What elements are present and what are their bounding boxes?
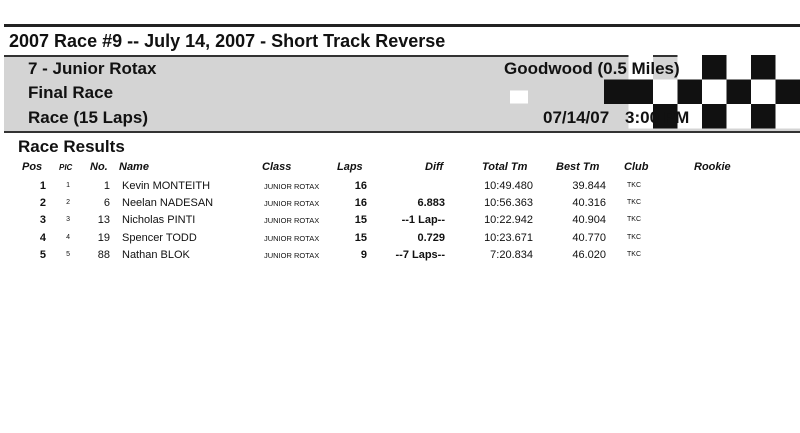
cell-club: TKC — [627, 233, 641, 241]
cell-pos: 4 — [39, 231, 46, 244]
class-name: 7 - Junior Rotax — [28, 59, 157, 78]
race-date: 07/14/07 — [543, 108, 610, 127]
cell-club: TKC — [627, 216, 641, 224]
cell-pic: 2 — [66, 199, 70, 207]
track-name: Goodwood (0.5 Miles) — [504, 59, 680, 78]
cell-club: TKC — [627, 199, 641, 207]
cell-pic: 3 — [66, 216, 70, 224]
cell-laps: 15 — [354, 214, 367, 227]
cell-pic: 4 — [66, 233, 70, 241]
cell-club: TKC — [627, 250, 641, 258]
col-name: Name — [119, 161, 149, 173]
cell-total-time: 10:23.671 — [484, 231, 533, 244]
col-no: No. — [90, 161, 108, 173]
col-diff: Diff — [425, 161, 444, 173]
cell-best-time: 40.316 — [572, 197, 606, 210]
cell-laps: 16 — [354, 180, 367, 192]
cell-diff: --7 Laps-- — [395, 248, 445, 261]
cell-class: JUNIOR ROTAX — [264, 233, 320, 243]
cell-best-time: 40.770 — [572, 231, 606, 244]
cell-pic: 5 — [66, 250, 70, 258]
cell-no: 19 — [97, 231, 110, 244]
col-total-time: Total Tm — [482, 161, 528, 173]
cell-name: Spencer TODD — [122, 231, 197, 244]
cell-best-time: 39.844 — [572, 180, 606, 192]
race-detail: Race (15 Laps) — [28, 108, 148, 127]
cell-best-time: 40.904 — [572, 214, 606, 227]
cell-total-time: 10:22.942 — [484, 214, 533, 227]
col-pic: PIC — [59, 163, 73, 172]
cell-best-time: 46.020 — [572, 248, 606, 261]
cell-diff: 6.883 — [417, 197, 445, 210]
cell-pos: 2 — [39, 197, 46, 210]
cell-class: JUNIOR ROTAX — [264, 199, 320, 209]
cell-pos: 3 — [39, 214, 46, 227]
top-rule — [4, 24, 800, 27]
cell-total-time: 10:49.480 — [484, 180, 533, 192]
cell-diff: --1 Lap-- — [401, 214, 445, 227]
col-laps: Laps — [337, 161, 363, 173]
cell-club: TKC — [627, 182, 641, 189]
section-title: Race Results — [18, 137, 125, 156]
cell-name: Nathan BLOK — [122, 248, 190, 261]
cell-laps: 16 — [354, 197, 367, 210]
cell-name: Kevin MONTEITH — [122, 180, 211, 192]
session-name: Final Race — [28, 83, 114, 102]
race-time: 3:00 PM — [625, 108, 690, 127]
cell-pos: 1 — [39, 180, 46, 192]
cell-total-time: 7:20.834 — [490, 248, 533, 261]
cell-no: 13 — [97, 214, 110, 227]
col-class: Class — [262, 161, 292, 173]
cell-pic: 1 — [66, 182, 70, 189]
cell-total-time: 10:56.363 — [484, 197, 533, 210]
col-best-time: Best Tm — [556, 161, 600, 173]
cell-class: JUNIOR ROTAX — [264, 182, 320, 191]
cell-class: JUNIOR ROTAX — [264, 250, 320, 260]
cell-name: Nicholas PINTI — [122, 214, 196, 227]
cell-name: Neelan NADESAN — [122, 197, 214, 210]
col-club: Club — [624, 161, 649, 173]
cell-no: 1 — [103, 180, 110, 192]
cell-no: 6 — [103, 197, 110, 210]
col-rookie: Rookie — [694, 161, 731, 173]
event-title: 2007 Race #9 -- July 14, 2007 - Short Track Reverse — [9, 31, 446, 51]
cell-no: 88 — [97, 248, 110, 261]
cell-laps: 15 — [354, 231, 367, 244]
cell-diff: 0.729 — [417, 231, 445, 244]
cell-pos: 5 — [39, 248, 46, 261]
col-pos: Pos — [22, 161, 43, 173]
cell-class: JUNIOR ROTAX — [264, 216, 320, 226]
cell-laps: 9 — [360, 248, 367, 261]
